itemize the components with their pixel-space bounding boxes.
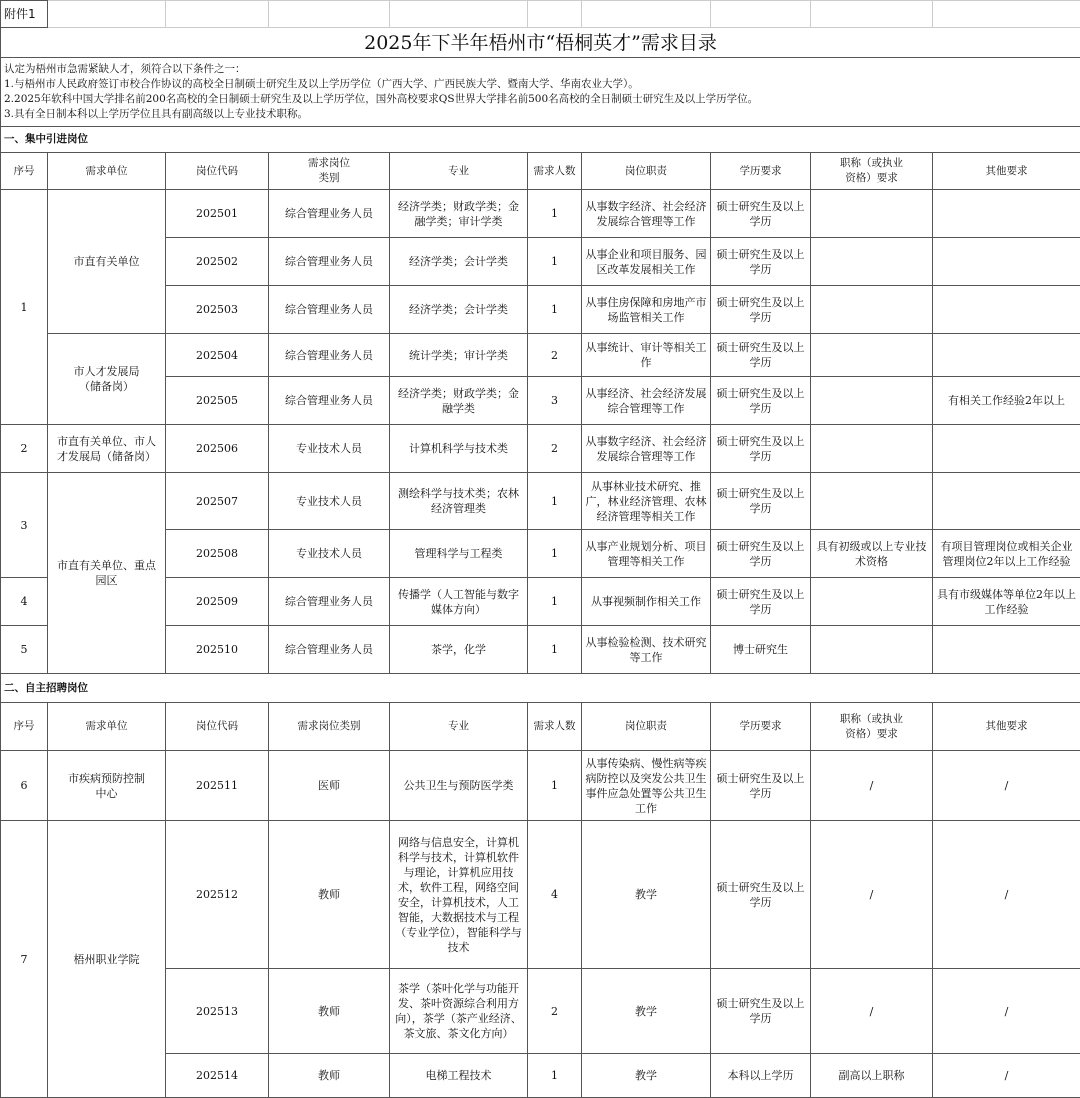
header-cell: 岗位代码: [166, 153, 269, 190]
category-cell: 医师: [269, 751, 390, 821]
count-cell: 1: [528, 626, 582, 674]
count-cell: 4: [528, 821, 582, 969]
education-cell: 硕士研究生及以上学历: [711, 751, 811, 821]
unit-cell: 市人才发展局 （储备岗）: [48, 334, 166, 425]
table-row: [1, 751, 1080, 821]
header-cell: 需求单位: [48, 153, 166, 190]
title-req-cell: /: [811, 821, 933, 969]
header-cell: 学历要求: [711, 153, 811, 190]
intro-line: 3.具有全日制本科以上学历学位且具有副高级以上专业技术职称。: [4, 107, 1077, 122]
count-cell: 1: [528, 578, 582, 626]
count-cell: 1: [528, 530, 582, 578]
education-cell: 硕士研究生及以上学历: [711, 286, 811, 334]
education-cell: 硕士研究生及以上学历: [711, 969, 811, 1054]
education-cell: 硕士研究生及以上学历: [711, 473, 811, 530]
intro-line: 1.与梧州市人民政府签订市校合作协议的高校全日制硕士研究生及以上学历学位（广西大学、广西民族大学、暨南大学、华南农业大学）。: [4, 77, 1077, 92]
other-req-cell: 具有市级媒体等单位2年以上工作经验: [933, 578, 1080, 626]
duty-cell: 从事企业和项目服务、园区改革发展相关工作: [582, 238, 711, 286]
major-cell: 茶学（茶叶化学与功能开发、茶叶资源综合利用方向），茶学（茶产业经济、茶文旅、茶文化方向）: [390, 969, 528, 1054]
education-cell: 硕士研究生及以上学历: [711, 425, 811, 473]
duty-cell: 从事视频制作相关工作: [582, 578, 711, 626]
count-cell: 1: [528, 286, 582, 334]
section-title: 二、自主招聘岗位: [1, 674, 1080, 703]
header-cell: 需求人数: [528, 703, 582, 751]
category-cell: 综合管理业务人员: [269, 377, 390, 425]
count-cell: 3: [528, 377, 582, 425]
code-cell: 202512: [166, 821, 269, 969]
header-cell: 序号: [1, 703, 48, 751]
category-cell: 综合管理业务人员: [269, 578, 390, 626]
unit-cell: 市直有关单位、重点 园区: [48, 473, 166, 674]
major-cell: 网络与信息安全，计算机科学与技术，计算机软件与理论，计算机应用技术，软件工程，网络空间安全，计算机技术，人工智能，大数据技术与工程（专业学位），智能科学与技术: [390, 821, 528, 969]
code-cell: 202508: [166, 530, 269, 578]
header-cell: 岗位代码: [166, 703, 269, 751]
header-cell: 需求岗位类别: [269, 703, 390, 751]
count-cell: 2: [528, 334, 582, 377]
header-cell: 其他要求: [933, 703, 1080, 751]
category-cell: 教师: [269, 1054, 390, 1098]
page-title: 2025年下半年梧州市“梧桐英才”需求目录: [1, 28, 1080, 58]
code-cell: 202502: [166, 238, 269, 286]
header-cell: 岗位职责: [582, 703, 711, 751]
major-cell: 电梯工程技术: [390, 1054, 528, 1098]
category-cell: 综合管理业务人员: [269, 626, 390, 674]
count-cell: 2: [528, 425, 582, 473]
major-cell: 管理科学与工程类: [390, 530, 528, 578]
education-cell: 硕士研究生及以上学历: [711, 334, 811, 377]
count-cell: 1: [528, 1054, 582, 1098]
major-cell: 传播学（人工智能与数字媒体方向）: [390, 578, 528, 626]
table-row: [1, 821, 1080, 969]
other-req-cell: /: [933, 969, 1080, 1054]
title-req-cell: [811, 334, 933, 377]
major-cell: 计算机科学与技术类: [390, 425, 528, 473]
other-req-cell: [933, 626, 1080, 674]
title-req-cell: 副高以上职称: [811, 1054, 933, 1098]
major-cell: 统计学类；审计学类: [390, 334, 528, 377]
duty-cell: 从事检验检测、技术研究等工作: [582, 626, 711, 674]
other-req-cell: /: [933, 751, 1080, 821]
title-req-cell: [811, 473, 933, 530]
seq-cell: 5: [1, 626, 48, 674]
unit-cell: 市疾病预防控制 中心: [48, 751, 166, 821]
category-cell: 专业技术人员: [269, 425, 390, 473]
duty-cell: 从事林业技术研究、推广，林业经济管理、农林经济管理等相关工作: [582, 473, 711, 530]
seq-cell: 6: [1, 751, 48, 821]
education-cell: 硕士研究生及以上学历: [711, 821, 811, 969]
other-req-cell: [933, 238, 1080, 286]
category-cell: 综合管理业务人员: [269, 286, 390, 334]
section-title: 一、集中引进岗位: [1, 127, 1080, 153]
count-cell: 1: [528, 473, 582, 530]
category-cell: 教师: [269, 969, 390, 1054]
table-row: [1, 334, 1080, 377]
header-cell: 需求单位: [48, 703, 166, 751]
duty-cell: 从事传染病、慢性病等疾病防控以及突发公共卫生事件应急处置等公共卫生工作: [582, 751, 711, 821]
code-cell: 202513: [166, 969, 269, 1054]
title-req-cell: [811, 377, 933, 425]
category-cell: 教师: [269, 821, 390, 969]
duty-cell: 从事经济、社会经济发展综合管理等工作: [582, 377, 711, 425]
header-cell: 序号: [1, 153, 48, 190]
education-cell: 本科以上学历: [711, 1054, 811, 1098]
intro-conditions: [1, 58, 1080, 127]
major-cell: 经济学类；会计学类: [390, 238, 528, 286]
major-cell: 经济学类；财政学类；金融学类: [390, 377, 528, 425]
title-req-cell: [811, 190, 933, 238]
count-cell: 1: [528, 190, 582, 238]
code-cell: 202514: [166, 1054, 269, 1098]
education-cell: 硕士研究生及以上学历: [711, 377, 811, 425]
seq-cell: 1: [1, 190, 48, 425]
title-req-cell: /: [811, 969, 933, 1054]
count-cell: 2: [528, 969, 582, 1054]
code-cell: 202505: [166, 377, 269, 425]
major-cell: 茶学，化学: [390, 626, 528, 674]
education-cell: 硕士研究生及以上学历: [711, 578, 811, 626]
title-req-cell: [811, 238, 933, 286]
other-req-cell: [933, 334, 1080, 377]
other-req-cell: /: [933, 1054, 1080, 1098]
title-req-cell: [811, 578, 933, 626]
seq-cell: 3: [1, 473, 48, 578]
other-req-cell: /: [933, 821, 1080, 969]
title-req-cell: [811, 286, 933, 334]
code-cell: 202511: [166, 751, 269, 821]
education-cell: 硕士研究生及以上学历: [711, 530, 811, 578]
other-req-cell: 有相关工作经验2年以上: [933, 377, 1080, 425]
title-req-cell: [811, 425, 933, 473]
duty-cell: 从事数字经济、社会经济发展综合管理等工作: [582, 190, 711, 238]
duty-cell: 从事统计、审计等相关工作: [582, 334, 711, 377]
code-cell: 202506: [166, 425, 269, 473]
education-cell: 博士研究生: [711, 626, 811, 674]
other-req-cell: 有项目管理岗位或相关企业管理岗位2年以上工作经验: [933, 530, 1080, 578]
count-cell: 1: [528, 751, 582, 821]
unit-cell: 市直有关单位: [48, 190, 166, 334]
header-cell: 岗位职责: [582, 153, 711, 190]
table-row: [1, 473, 1080, 530]
code-cell: 202509: [166, 578, 269, 626]
duty-cell: 教学: [582, 821, 711, 969]
major-cell: 公共卫生与预防医学类: [390, 751, 528, 821]
intro-line: 认定为梧州市急需紧缺人才，须符合以下条件之一：: [4, 62, 1077, 77]
category-cell: 专业技术人员: [269, 530, 390, 578]
major-cell: 测绘科学与技术类；农林经济管理类: [390, 473, 528, 530]
title-req-cell: [811, 626, 933, 674]
table-row: [1, 425, 1080, 473]
seq-cell: 4: [1, 578, 48, 626]
duty-cell: 教学: [582, 969, 711, 1054]
category-cell: 综合管理业务人员: [269, 238, 390, 286]
major-cell: 经济学类；会计学类: [390, 286, 528, 334]
header-cell: 专业: [390, 703, 528, 751]
seq-cell: 2: [1, 425, 48, 473]
major-cell: 经济学类；财政学类；金融学类；审计学类: [390, 190, 528, 238]
code-cell: 202510: [166, 626, 269, 674]
seq-cell: 7: [1, 821, 48, 1098]
education-cell: 硕士研究生及以上学历: [711, 238, 811, 286]
table-row: [1, 190, 1080, 238]
other-req-cell: [933, 473, 1080, 530]
code-cell: 202504: [166, 334, 269, 377]
category-cell: 综合管理业务人员: [269, 334, 390, 377]
header-cell: 职称（或执业 资格）要求: [811, 703, 933, 751]
title-req-cell: 具有初级或以上专业技术资格: [811, 530, 933, 578]
category-cell: 综合管理业务人员: [269, 190, 390, 238]
title-req-cell: /: [811, 751, 933, 821]
other-req-cell: [933, 286, 1080, 334]
annex-label: 附件1: [1, 1, 48, 28]
header-cell: 需求人数: [528, 153, 582, 190]
header-cell: 学历要求: [711, 703, 811, 751]
duty-cell: 从事产业规划分析、项目管理等相关工作: [582, 530, 711, 578]
education-cell: 硕士研究生及以上学历: [711, 190, 811, 238]
header-cell: 其他要求: [933, 153, 1080, 190]
header-cell: 需求岗位 类别: [269, 153, 390, 190]
count-cell: 1: [528, 238, 582, 286]
code-cell: 202503: [166, 286, 269, 334]
other-req-cell: [933, 425, 1080, 473]
duty-cell: 从事住房保障和房地产市场监管相关工作: [582, 286, 711, 334]
duty-cell: 从事数字经济、社会经济发展综合管理等工作: [582, 425, 711, 473]
header-cell: 职称（或执业 资格）要求: [811, 153, 933, 190]
code-cell: 202507: [166, 473, 269, 530]
intro-line: 2.2025年软科中国大学排名前200名高校的全日制硕士研究生及以上学历学位，国外高校要求QS世界大学排名前500名高校的全日制硕士研究生及以上学历学位。: [4, 92, 1077, 107]
other-req-cell: [933, 190, 1080, 238]
duty-cell: 教学: [582, 1054, 711, 1098]
category-cell: 专业技术人员: [269, 473, 390, 530]
code-cell: 202501: [166, 190, 269, 238]
unit-cell: 市直有关单位、市人 才发展局（储备岗）: [48, 425, 166, 473]
header-cell: 专业: [390, 153, 528, 190]
unit-cell: 梧州职业学院: [48, 821, 166, 1098]
